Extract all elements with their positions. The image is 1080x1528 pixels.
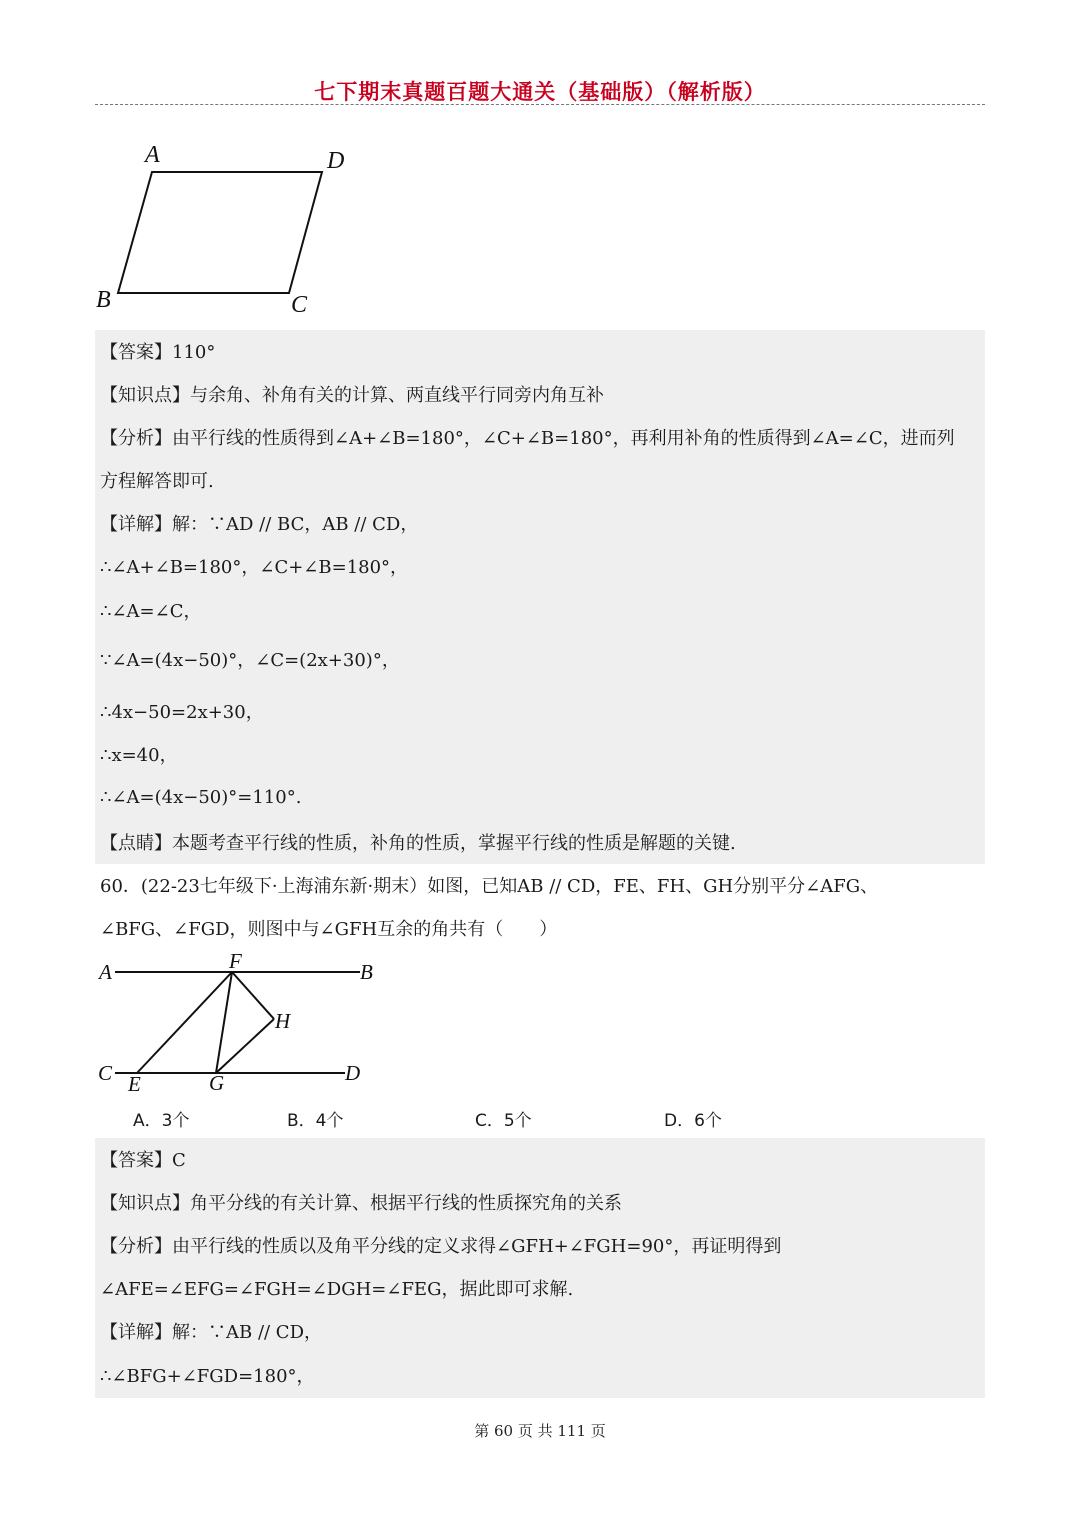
point-label-h: H	[275, 1009, 291, 1033]
segment-gh	[216, 1019, 274, 1073]
parallelogram-figure	[90, 135, 370, 325]
detail-line-60-1: 【详解】解：∵AB // CD，	[100, 1322, 323, 1343]
analysis-line-1: 【分析】由平行线的性质得到∠A+∠B=180°，∠C+∠B=180°，再利用补角的性质得到∠A=∠C，进而列	[100, 428, 955, 449]
document-title: 七下期末真题百题大通关（基础版）（解析版）	[314, 79, 766, 104]
option-a: A．3个	[133, 1111, 190, 1131]
point-label-b: B	[360, 960, 373, 984]
detail-line-7: ∴∠A=(4x−50)°=110°.	[100, 787, 302, 808]
analysis-line-60-2: ∠AFE=∠EFG=∠FGH=∠DGH=∠FEG，据此即可求解.	[100, 1279, 574, 1300]
parallel-lines-figure	[95, 950, 395, 1100]
option-c: C．5个	[475, 1111, 532, 1131]
knowledge-line-60: 【知识点】角平分线的有关计算、根据平行线的性质探究角的关系	[100, 1193, 622, 1214]
solution-box-1	[95, 330, 985, 864]
vertex-label-c: C	[291, 292, 308, 318]
comment-line: 【点睛】本题考查平行线的性质，补角的性质，掌握平行线的性质是解题的关键.	[100, 833, 736, 854]
detail-line-5: ∴4x−50=2x+30，	[100, 702, 264, 723]
solution-box-2	[95, 1138, 985, 1398]
point-label-d: D	[345, 1061, 361, 1085]
detail-line-1: 【详解】解：∵AD // BC，AB // CD，	[100, 514, 419, 535]
point-label-f: F	[229, 949, 242, 973]
detail-line-4: ∵∠A=(4x−50)°，∠C=(2x+30)°，	[100, 650, 400, 671]
answer-line-60: 【答案】C	[100, 1150, 186, 1171]
option-b: B．4个	[287, 1111, 344, 1131]
detail-line-3: ∴∠A=∠C，	[100, 601, 202, 622]
answer-line: 【答案】110°	[100, 342, 216, 363]
point-label-a: A	[99, 960, 112, 984]
point-label-c: C	[98, 1061, 113, 1085]
detail-line-6: ∴x=40，	[100, 745, 178, 766]
header-divider	[95, 104, 985, 105]
point-label-e: E	[128, 1072, 141, 1096]
vertex-label-d: D	[327, 148, 345, 174]
question-60-line-1: 60．(22-23七年级下·上海浦东新·期末）如图，已知AB // CD，FE、FH、GH分别平分∠AFG、	[100, 876, 879, 897]
analysis-line-2: 方程解答即可.	[100, 471, 214, 492]
vertex-label-a: A	[145, 142, 160, 168]
vertex-label-b: B	[96, 287, 111, 313]
detail-line-60-2: ∴∠BFG+∠FGD=180°，	[100, 1366, 315, 1387]
knowledge-line: 【知识点】与余角、补角有关的计算、两直线平行同旁内角互补	[100, 385, 604, 406]
analysis-line-60-1: 【分析】由平行线的性质以及角平分线的定义求得∠GFH+∠FGH=90°，再证明得到	[100, 1236, 782, 1257]
page-number: 第 60 页 共 111 页	[474, 1422, 606, 1440]
question-60-line-2: ∠BFG、∠FGD，则图中与∠GFH互余的角共有（ ）	[100, 919, 558, 940]
option-d: D．6个	[664, 1111, 722, 1131]
parallelogram-shape	[118, 172, 322, 293]
segment-fh	[232, 972, 274, 1019]
point-label-g: G	[209, 1071, 225, 1095]
detail-line-2: ∴∠A+∠B=180°，∠C+∠B=180°，	[100, 557, 409, 578]
